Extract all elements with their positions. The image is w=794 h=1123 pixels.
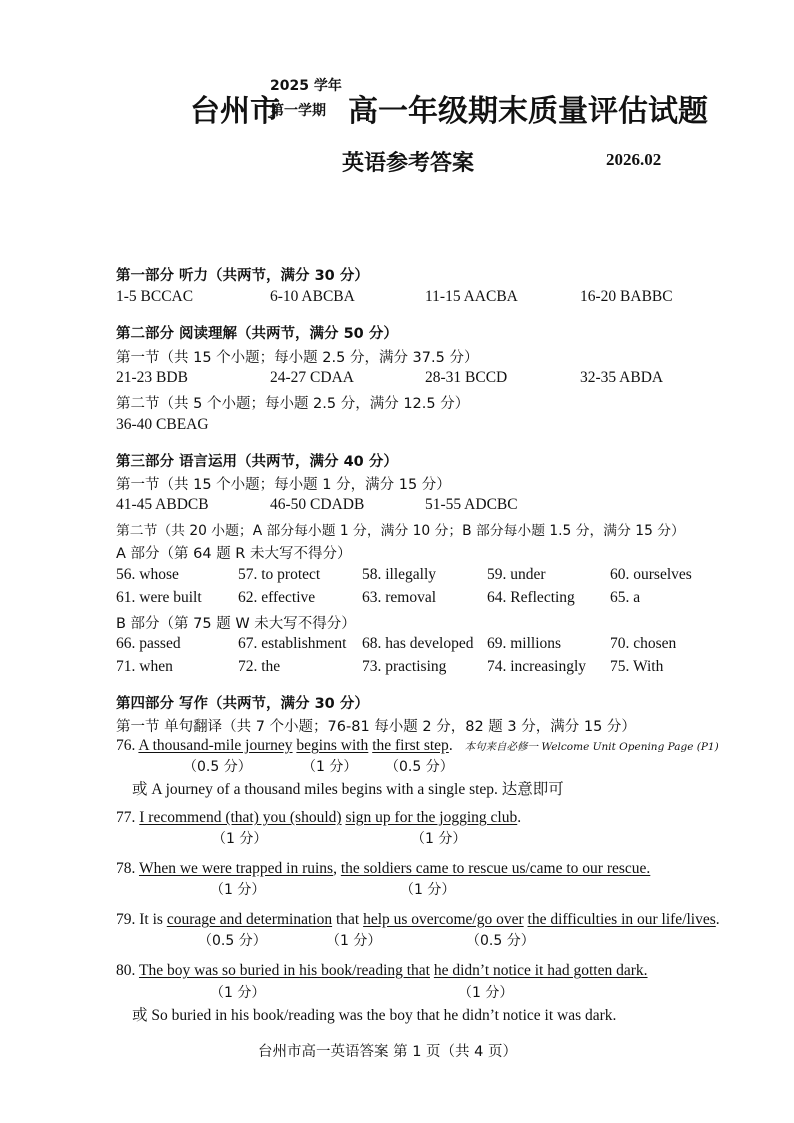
answer-item: 72. the <box>238 658 281 675</box>
page-footer: 台州市高一英语答案 第 1 页（共 4 页） <box>258 1044 517 1060</box>
score-label: （1 分） <box>210 882 266 898</box>
score-label: （1 分） <box>326 933 382 949</box>
sentence-end: . <box>517 809 522 826</box>
answer-group: 51-55 ADCBC <box>425 496 518 513</box>
answer-item: 66. passed <box>116 635 181 652</box>
answer-segment: A thousand-mile journey <box>138 737 293 754</box>
answer-group: 41-45 ABDCB <box>116 496 209 513</box>
question-76 <box>116 737 719 755</box>
part4-sec1-heading: 第一节 单句翻译（共 7 个小题；76-81 每小题 2 分，82 题 3 分，满分 15 分） <box>116 719 636 735</box>
source-note: 本句来自必修一 Welcome Unit Opening Page (P1) <box>464 741 719 753</box>
question-number: 77. <box>116 809 140 826</box>
part4-heading: 第四部分 写作（共两节，满分 30 分） <box>116 696 369 712</box>
answer-item: 58. illegally <box>362 566 437 583</box>
answer-segment: the soldiers came to rescue us/came to our rescue. <box>340 860 651 877</box>
answer-segment: begins with <box>296 737 369 754</box>
answer-item: 75. With <box>610 658 664 675</box>
answer-item: 69. millions <box>487 635 562 652</box>
part3-heading: 第三部分 语言运用（共两节，满分 40 分） <box>116 454 398 470</box>
spacer-text: , <box>333 860 341 877</box>
answer-segment: help us overcome/go over <box>363 911 524 928</box>
page-title: 高一年级期末质量评估试题 <box>348 94 708 129</box>
answer-item: 61. were built <box>116 589 202 606</box>
answer-segment: the difficulties in our life/lives <box>527 911 716 928</box>
score-label: （0.5 分） <box>198 933 267 949</box>
question-80 <box>116 962 648 980</box>
answer-item: 62. effective <box>238 589 316 606</box>
answer-item: 60. ourselves <box>610 566 692 583</box>
part2-sec2-heading: 第二节（共 5 个小题；每小题 2.5 分，满分 12.5 分） <box>116 396 470 412</box>
answer-item: 71. when <box>116 658 173 675</box>
answer-segment: When we were trapped in ruins <box>138 860 334 877</box>
score-label: （0.5 分） <box>466 933 535 949</box>
title-year: 2025 学年 <box>270 78 342 94</box>
answer-segment: The boy was so buried in his book/reading that <box>138 962 430 979</box>
part3-sec1-heading: 第一节（共 15 个小题；每小题 1 分，满分 15 分） <box>116 477 451 493</box>
answer-group: 6-10 ABCBA <box>270 288 355 305</box>
answer-group: 11-15 AACBA <box>425 288 518 305</box>
exam-date: 2026.02 <box>606 150 662 169</box>
answer-item: 63. removal <box>362 589 437 606</box>
answer-segment: sign up for the jogging club <box>345 809 518 826</box>
part3-sec2-heading: 第二节（共 20 小题；A 部分每小题 1 分，满分 10 分；B 部分每小题 1.5 分，满分 15 分） <box>116 523 685 539</box>
answer-segment: I recommend (that) you (should) <box>139 809 342 826</box>
answer-item: 67. establishment <box>238 635 347 652</box>
score-label: （1 分） <box>400 882 456 898</box>
answer-group: 46-50 CDADB <box>270 496 365 513</box>
part2-sec1-heading: 第一节（共 15 个小题；每小题 2.5 分，满分 37.5 分） <box>116 350 479 366</box>
page-subtitle: 英语参考答案 <box>342 151 475 176</box>
answer-group: 24-27 CDAA <box>270 369 354 386</box>
answer-group: 21-23 BDB <box>116 369 188 386</box>
score-label: （1 分） <box>210 985 266 1001</box>
score-label: （0.5 分） <box>385 759 454 775</box>
question-77 <box>116 809 521 827</box>
alternative-answer: 或 So buried in his book/reading was the boy that he didn’t notice it was dark. <box>132 1007 617 1024</box>
answer-group: 32-35 ABDA <box>580 369 664 386</box>
spacer-text: that <box>332 911 364 928</box>
part3-partB-heading: B 部分（第 75 题 W 未大写不得分） <box>116 616 356 632</box>
score-label: （1 分） <box>458 985 514 1001</box>
answer-segment: the first step <box>372 737 449 754</box>
score-label: （1 分） <box>411 831 467 847</box>
score-label: （1 分） <box>212 831 268 847</box>
sentence-end: . <box>715 911 720 928</box>
answer-segment: he didn’t notice it had gotten dark. <box>433 962 648 979</box>
question-number: 80. <box>116 962 139 979</box>
answer-group: 28-31 BCCD <box>425 369 508 386</box>
score-label: （1 分） <box>302 759 358 775</box>
alternative-answer: 或 A journey of a thousand miles begins with a single step. 达意即可 <box>132 781 564 798</box>
question-number: 76. <box>116 737 139 754</box>
answer-group: 1-5 BCCAC <box>116 288 194 305</box>
answer-segment: courage and determination <box>166 911 333 928</box>
question-number: 78. <box>116 860 139 877</box>
title-term: 第一学期 <box>270 103 326 119</box>
answer-item: 65. a <box>610 589 641 606</box>
answer-item: 74. increasingly <box>487 658 587 675</box>
answer-item: 64. Reflecting <box>487 589 575 606</box>
answer-item: 57. to protect <box>238 566 321 583</box>
answer-group: 16-20 BABBC <box>580 288 673 305</box>
answer-item: 59. under <box>487 566 546 583</box>
question-number: 79. It is <box>116 911 167 928</box>
answer-item: 73. practising <box>362 658 447 675</box>
part3-partA-heading: A 部分（第 64 题 R 未大写不得分） <box>116 546 352 562</box>
answer-group: 36-40 CBEAG <box>116 416 209 433</box>
score-label: （0.5 分） <box>183 759 252 775</box>
answer-item: 70. chosen <box>610 635 677 652</box>
answer-item: 56. whose <box>116 566 179 583</box>
part2-heading: 第二部分 阅读理解（共两节，满分 50 分） <box>116 326 398 342</box>
question-79 <box>116 911 720 929</box>
answer-item: 68. has developed <box>362 635 474 652</box>
title-city: 台州市 <box>190 94 280 129</box>
sentence-end: . <box>448 737 453 754</box>
question-78 <box>116 860 650 878</box>
part1-heading: 第一部分 听力（共两节，满分 30 分） <box>116 268 369 284</box>
